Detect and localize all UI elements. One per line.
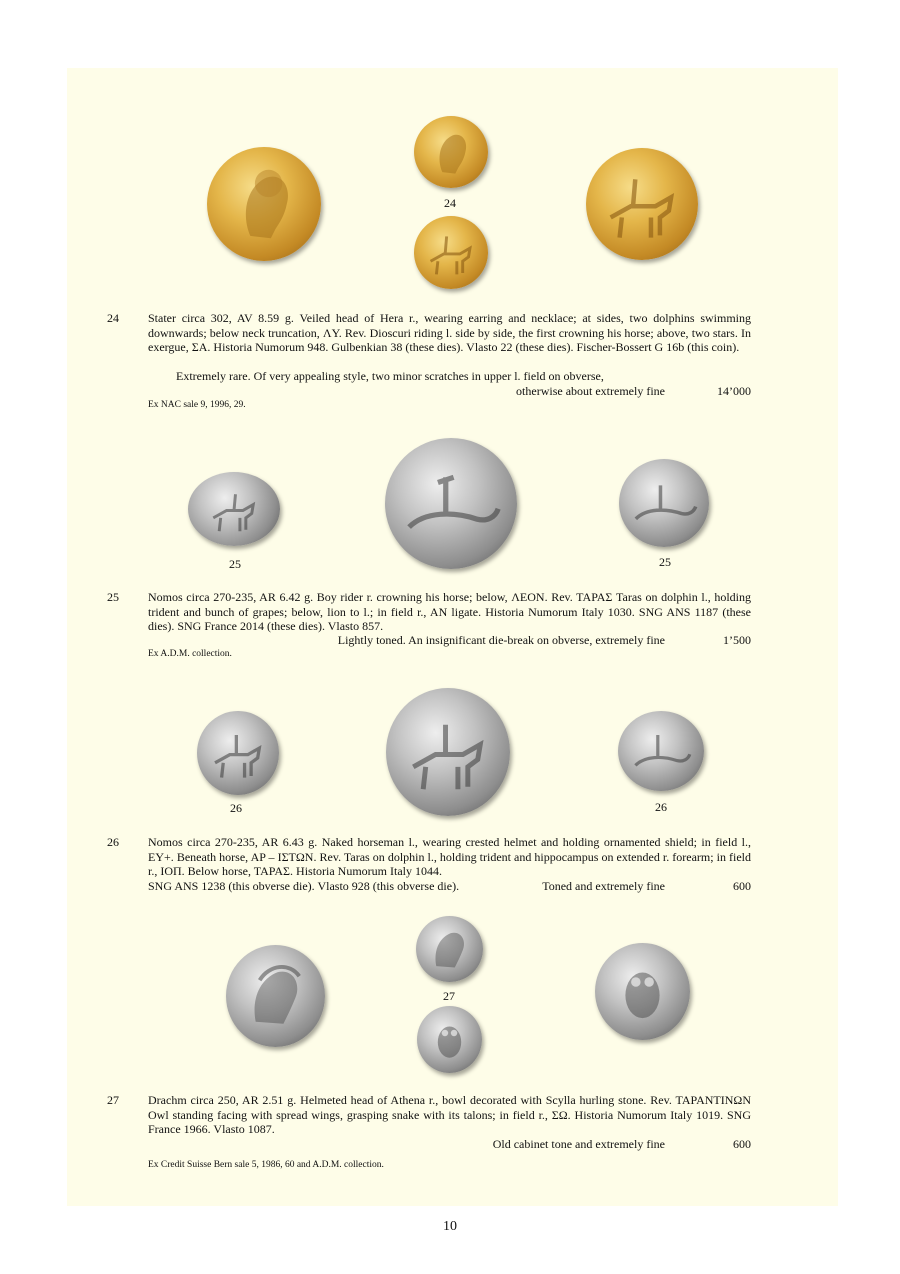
lot-25-price: 1’500 bbox=[723, 633, 751, 647]
lot-24-reverse bbox=[414, 216, 488, 289]
lot-27-number: 27 bbox=[107, 1093, 119, 1107]
lot-27-price: 600 bbox=[733, 1137, 751, 1151]
lot-25-obverse bbox=[188, 472, 280, 546]
lot-24-obverse bbox=[414, 116, 488, 188]
lot-27-obverse-enlarged bbox=[226, 945, 325, 1047]
lot-24-description: Stater circa 302, AV 8.59 g. Veiled head of Hera r., wearing earring and necklace; at sides, two dolphins swimming downwards; below neck truncation, ΛY. Rev. Dioscuri riding l. side by side, the first crowning his horse; above, two stars. In exergue, ΣA. Historia Numorum 948. Gulbenkian 38 (these dies). Vlasto 22 (these dies). Fischer-Bossert G 16b (this coin). bbox=[148, 311, 751, 354]
lot-27-reverse-enlarged bbox=[595, 943, 690, 1040]
lot-26-description-last-line: SNG ANS 1238 (this obverse die). Vlasto 928 (this obverse die). bbox=[148, 879, 460, 893]
coin-owl-icon bbox=[595, 943, 690, 1040]
lot-24-number: 24 bbox=[107, 311, 119, 325]
lot-24-condition-line2: otherwise about extremely fine bbox=[516, 384, 665, 398]
lot-26-number: 26 bbox=[107, 835, 119, 849]
coin-owl-icon bbox=[417, 1006, 482, 1073]
lot-26-figure-number-right: 26 bbox=[655, 800, 667, 814]
lot-25-figure-number-right: 25 bbox=[659, 555, 671, 569]
page-number: 10 bbox=[443, 1219, 457, 1234]
coin-head-icon bbox=[416, 916, 483, 982]
coin-dolphin-icon bbox=[619, 459, 709, 547]
lot-24-provenance: Ex NAC sale 9, 1996, 29. bbox=[148, 400, 246, 410]
lot-26-figure-number-left: 26 bbox=[230, 801, 242, 815]
coin-horse-icon bbox=[386, 688, 510, 816]
coin-head-icon bbox=[414, 116, 488, 188]
lot-27-description: Drachm circa 250, AR 2.51 g. Helmeted head of Athena r., bowl decorated with Scylla hurling stone. Rev. TAPANTINΩN Owl standing facing with spread wings, grasping snake with its talons; in field r., ΣΩ. Historia Numorum Italy 1019. SNG France 1966. Vlasto 1087. bbox=[148, 1093, 751, 1136]
lot-24-price: 14’000 bbox=[717, 384, 751, 398]
lot-24-obverse-enlarged bbox=[207, 147, 321, 261]
lot-25-description: Nomos circa 270-235, AR 6.42 g. Boy rider r. crowning his horse; below, ΛEON. Rev. TAPAΣ Taras on dolphin l., holding trident and bunch of grapes; below, lion to l.; in field r., AN ligate. Historia Numorum Italy 1030. SNG ANS 1187 (these dies). SNG France 2014 (these dies). Vlasto 857. bbox=[148, 590, 751, 633]
lot-25-number: 25 bbox=[107, 590, 119, 604]
lot-27-obverse bbox=[416, 916, 483, 982]
coin-horse-icon bbox=[586, 148, 698, 260]
lot-24-figure-number: 24 bbox=[444, 196, 456, 210]
lot-26-reverse bbox=[618, 711, 704, 791]
lot-27-reverse bbox=[417, 1006, 482, 1073]
lot-26-price: 600 bbox=[733, 879, 751, 893]
lot-26-condition: Toned and extremely fine bbox=[542, 879, 665, 893]
coin-dolphin-icon bbox=[618, 711, 704, 791]
lot-25-reverse bbox=[619, 459, 709, 547]
lot-25-condition: Lightly toned. An insignificant die-break on obverse, extremely fine bbox=[337, 633, 665, 647]
lot-25-reverse-enlarged bbox=[385, 438, 517, 569]
lot-24-condition-line1: Extremely rare. Of very appealing style, two minor scratches in upper l. field on obverse, bbox=[176, 369, 604, 383]
lot-25-figure-number-left: 25 bbox=[229, 557, 241, 571]
lot-27-condition: Old cabinet tone and extremely fine bbox=[492, 1137, 665, 1151]
coin-head-icon bbox=[226, 945, 325, 1047]
lot-26-obverse bbox=[197, 711, 279, 795]
coin-horse-icon bbox=[197, 711, 279, 795]
lot-25-provenance: Ex A.D.M. collection. bbox=[148, 649, 232, 659]
lot-26-obverse-enlarged bbox=[386, 688, 510, 816]
coin-horse-icon bbox=[188, 472, 280, 546]
lot-27-figure-number: 27 bbox=[443, 989, 455, 1003]
lot-24-reverse-enlarged bbox=[586, 148, 698, 260]
lot-26-description: Nomos circa 270-235, AR 6.43 g. Naked horseman l., wearing crested helmet and holding ornamented shield; in field l., EY+. Beneath horse, AP – IΣTΩN. Rev. Taras on dolphin l., holding trident and hippocampus on extended r. forearm; in field r., IOΠ. Below horse, TAPAΣ. Historia Numorum Italy 1044. bbox=[148, 835, 751, 878]
coin-horse-icon bbox=[414, 216, 488, 289]
coin-head-icon bbox=[207, 147, 321, 261]
coin-dolphin-icon bbox=[385, 438, 517, 569]
lot-27-provenance: Ex Credit Suisse Bern sale 5, 1986, 60 and A.D.M. collection. bbox=[148, 1160, 384, 1170]
